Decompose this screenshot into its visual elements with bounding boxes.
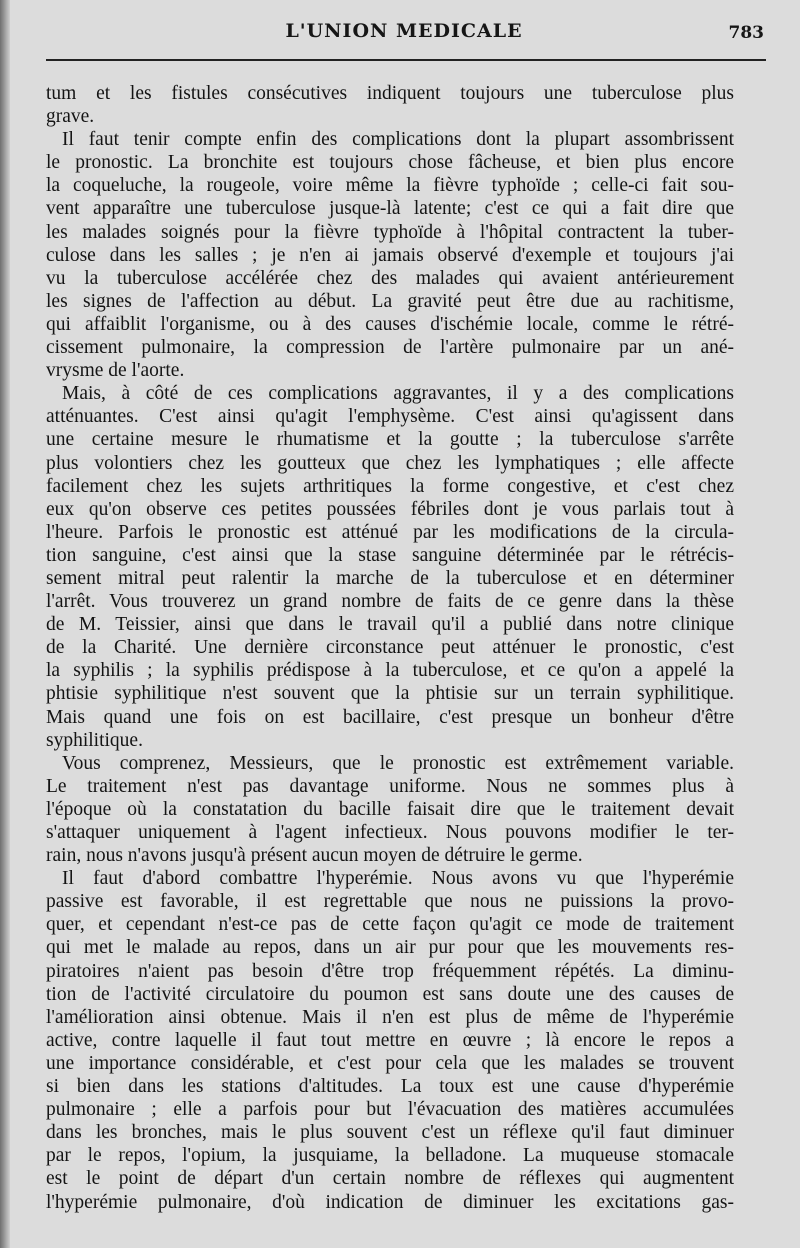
text-line: par le repos, l'opium, la jusquiame, la belladone. La muqueuse stomacale (46, 1145, 734, 1167)
text-line: quer, et cependant n'est-ce pas de cette façon qu'agit ce mode de traitement (46, 914, 734, 936)
running-title: L'UNION MEDICALE (285, 20, 523, 42)
text-line: de M. Teissier, ainsi que dans le travail qu'il a publié dans notre clinique (46, 614, 734, 636)
text-line: l'arrêt. Vous trouverez un grand nombre de faits de ce genre dans la thèse (46, 591, 734, 613)
text-line: l'heure. Parfois le pronostic est atténué par les modifications de la circula- (46, 521, 734, 543)
text-line: Mais quand une fois on est bacillaire, c'est presque un bonheur d'être (46, 706, 734, 728)
text-line: rain, nous n'avons jusqu'à présent aucun moyen de détruire le germe. (46, 845, 583, 867)
text-line: active, contre laquelle il faut tout mettre en œuvre ; là encore le repos a (46, 1029, 734, 1051)
text-line: vent apparaître une tuberculose jusque-là latente; c'est ce qui a fait dire que (46, 198, 734, 220)
page-header (44, 20, 764, 46)
text-line: grave. (46, 106, 95, 128)
body-text (46, 82, 734, 1214)
text-line: une certaine mesure le rhumatisme et la goutte ; la tuberculose s'arrête (46, 429, 734, 451)
text-line: syphilitique. (46, 729, 143, 751)
text-line: de la Charité. Une dernière circonstance peut atténuer le pronostic, c'est (46, 637, 734, 659)
text-line: l'hyperémie pulmonaire, d'où indication de diminuer les excitations gas- (46, 1191, 734, 1213)
text-line: Vous comprenez, Messieurs, que le pronostic est extrêmement variable. (62, 752, 734, 774)
text-line: tion sanguine, c'est ainsi que la stase sanguine déterminée par le rétrécis- (46, 544, 734, 566)
text-line: pulmonaire ; elle a parfois pour but l'évacuation des matières accumulées (46, 1099, 734, 1121)
text-line: qui met le malade au repos, dans un air pur pour que les mouvements res- (46, 937, 734, 959)
text-line: tion de l'activité circulatoire du poumon est sans doute une des causes de (46, 983, 734, 1005)
text-line: Il faut tenir compte enfin des complications dont la plupart assombrissent (62, 129, 734, 151)
page-number: 783 (728, 23, 764, 43)
text-line: facilement chez les sujets arthritiques la forme congestive, et c'est chez (46, 475, 734, 497)
text-line: phtisie syphilitique n'est souvent que la phtisie sur un terrain syphilitique. (46, 683, 734, 705)
text-line: s'attaquer uniquement à l'agent infectieux. Nous pouvons modifier le ter- (46, 822, 734, 843)
text-line: passive est favorable, il est regrettable que nous ne puissions la provo- (46, 891, 734, 913)
text-line: Il faut d'abord combattre l'hyperémie. Nous avons vu que l'hyperémie (62, 868, 734, 890)
text-line: si bien dans les stations d'altitudes. La toux est une cause d'hyperémie (46, 1076, 734, 1098)
text-line: sement mitral peut ralentir la marche de la tuberculose et en déterminer (46, 567, 734, 589)
text-line: est le point de départ d'un certain nombre de réflexes qui augmentent (46, 1168, 734, 1190)
text-line: Le traitement n'est pas davantage uniforme. Nous ne sommes plus à (46, 775, 734, 797)
text-line: tum et les fistules consécutives indiquent toujours une tuberculose plus (46, 83, 734, 104)
scan-edge-shadow (0, 0, 10, 1248)
text-line: Mais, à côté de ces complications aggravantes, il y a des complications (62, 383, 734, 405)
text-line: l'amélioration ainsi obtenue. Mais il n'en est plus de même de l'hyperémie (46, 1006, 734, 1028)
text-line: les malades soignés pour la fièvre typhoïde à l'hôpital contractent la tuber- (46, 221, 734, 243)
text-line: cissement pulmonaire, la compression de l'artère pulmonaire par un ané- (46, 337, 734, 359)
text-line: la coqueluche, la rougeole, voire même la fièvre typhoïde ; celle-ci fait sou- (46, 175, 734, 197)
text-line: eux qu'on observe ces petites poussées fébriles dont je vous parlais tout à (46, 498, 734, 520)
text-line: atténuantes. C'est ainsi qu'agit l'emphysème. C'est ainsi qu'agissent dans (46, 406, 734, 428)
text-line: vu la tuberculose accélérée chez des malades qui avaient antérieurement (46, 267, 734, 289)
text-line: l'époque où la constatation du bacille faisait dire que le traitement devait (46, 798, 734, 820)
text-line: vrysme de l'aorte. (46, 360, 185, 382)
text-line: les signes de l'affection au début. La gravité peut être due au rachitisme, (46, 290, 734, 312)
header-rule (46, 59, 766, 61)
text-line: plus volontiers chez les goutteux que chez les lymphatiques ; elle affecte (46, 452, 734, 474)
text-line: la syphilis ; la syphilis prédispose à la tuberculose, et ce qu'on a appelé la (46, 660, 734, 682)
text-line: piratoires n'aient pas besoin d'être trop fréquemment répétés. La diminu- (46, 960, 734, 982)
text-line: une importance considérable, et c'est pour cela que les malades se trouvent (46, 1052, 734, 1074)
text-line: culose dans les salles ; je n'en ai jamais observé d'exemple et toujours j'ai (46, 244, 734, 266)
text-line: dans les bronches, mais le plus souvent c'est un réflexe qu'il faut diminuer (46, 1122, 734, 1144)
text-line: le pronostic. La bronchite est toujours chose fâcheuse, et bien plus encore (46, 152, 734, 174)
text-line: qui affaiblit l'organisme, ou à des causes d'ischémie locale, comme le rétré- (46, 313, 734, 335)
